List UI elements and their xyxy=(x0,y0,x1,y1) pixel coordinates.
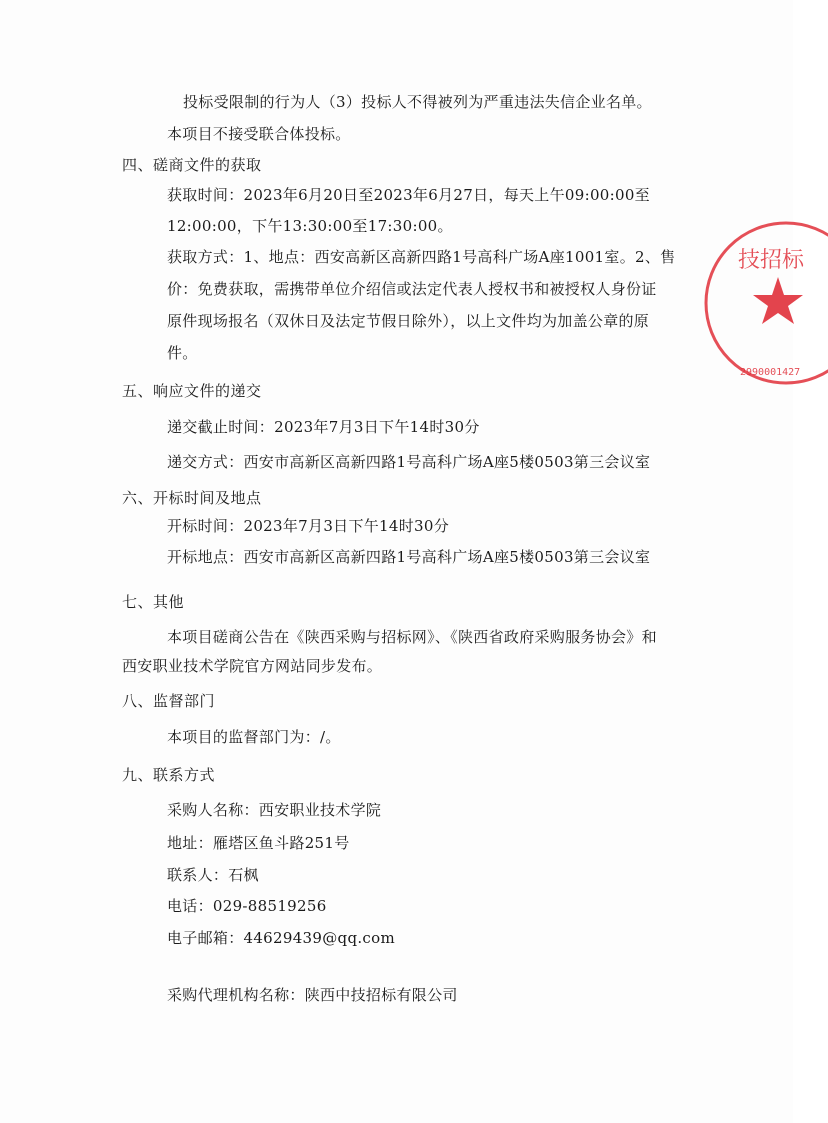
text-line: 原件现场报名（双休日及法定节假日除外），以上文件均为加盖公章的原 xyxy=(167,312,650,330)
text-line: 开标时间：2023年7月3日下午14时30分 xyxy=(167,517,450,535)
text-line: 地址：雁塔区鱼斗路251号 xyxy=(167,834,350,852)
text-line: 开标地点：西安市高新区高新四路1号高科广场A座5楼0503第三会议室 xyxy=(167,548,651,566)
text-line: 件。 xyxy=(167,344,198,362)
section-heading-7: 七、其他 xyxy=(122,593,185,611)
text-line: 投标受限制的行为人（3）投标人不得被列为严重违法失信企业名单。 xyxy=(183,93,652,111)
text-line: 获取时间：2023年6月20日至2023年6月27日，每天上午09:00:00至 xyxy=(167,186,650,204)
text-line: 采购代理机构名称：陕西中技招标有限公司 xyxy=(167,986,458,1004)
text-line: 电话：029-88519256 xyxy=(167,897,327,915)
text-line: 递交截止时间：2023年7月3日下午14时30分 xyxy=(167,418,480,436)
star-icon xyxy=(753,277,803,324)
company-seal-stamp xyxy=(718,215,828,390)
section-heading-6: 六、开标时间及地点 xyxy=(122,489,262,507)
text-line: 西安职业技术学院官方网站同步发布。 xyxy=(122,657,383,675)
section-heading-5: 五、响应文件的递交 xyxy=(122,382,262,400)
text-line: 采购人名称：西安职业技术学院 xyxy=(167,801,382,819)
text-line: 获取方式：1、地点：西安高新区高新四路1号高科广场A座1001室。2、售 xyxy=(167,248,676,266)
section-heading-4: 四、磋商文件的获取 xyxy=(122,156,262,174)
text-line: 本项目的监督部门为：/。 xyxy=(167,728,341,746)
section-heading-9: 九、联系方式 xyxy=(122,766,216,784)
text-line: 价：免费获取，需携带单位介绍信或法定代表人授权书和被授权人身份证 xyxy=(167,280,657,298)
seal-number: 2990001427 xyxy=(740,367,801,378)
text-line: 12:00:00，下午13:30:00至17:30:00。 xyxy=(167,217,453,235)
text-line: 本项目不接受联合体投标。 xyxy=(167,125,351,143)
text-line: 本项目磋商公告在《陕西采购与招标网》、《陕西省政府采购服务协会》和 xyxy=(167,628,657,646)
text-line: 联系人：石枫 xyxy=(167,866,259,884)
text-line: 电子邮箱：44629439@qq.com xyxy=(167,929,395,947)
text-line: 递交方式：西安市高新区高新四路1号高科广场A座5楼0503第三会议室 xyxy=(167,453,651,471)
seal-text-top: 技招标 xyxy=(738,248,805,273)
section-heading-8: 八、监督部门 xyxy=(122,692,216,710)
